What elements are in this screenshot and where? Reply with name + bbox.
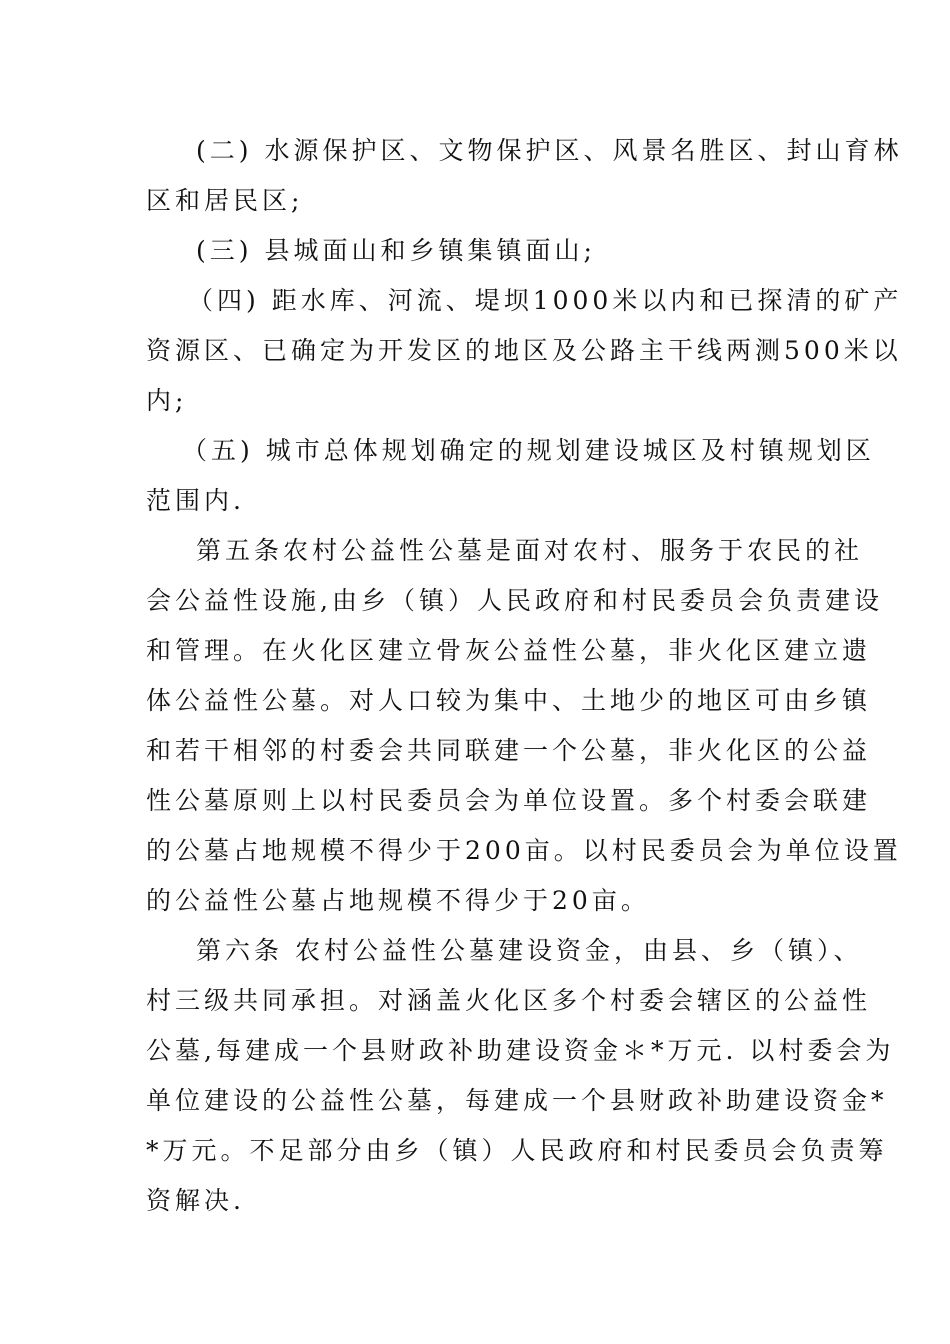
article-5-line-6: 性公墓原则上以村民委员会为单位设置。多个村委会联建 [146, 786, 872, 815]
article-5-line-7: 的公墓占地规模不得少于200亩。以村民委员会为单位设置 [146, 836, 902, 865]
article-6-line-6: 资解决. [146, 1186, 245, 1215]
paragraph-5-line-1: （五) 城市总体规划确定的规划建设城区及村镇规划区 [182, 436, 875, 465]
article-6-line-3: 公墓,每建成一个县财政补助建设资金＊*万元. 以村委会为 [146, 1036, 895, 1065]
article-6-line-4: 单位建设的公益性公墓，每建成一个县财政补助建设资金* [146, 1086, 888, 1115]
paragraph-3-line-1: (三) 县城面山和乡镇集镇面山; [196, 236, 596, 265]
article-6-line-1: 第六条 农村公益性公墓建设资金，由县、乡（镇）、 [196, 936, 863, 965]
paragraph-4-line-1: （四) 距水库、河流、堤坝1000米以内和已探清的矿产 [188, 286, 903, 315]
article-5-line-4: 体公益性公墓。对人口较为集中、土地少的地区可由乡镇 [146, 686, 872, 715]
article-5-line-2: 会公益性设施,由乡（镇）人民政府和村民委员会负责建设 [146, 586, 883, 615]
paragraph-5-line-2: 范围内. [146, 486, 245, 515]
article-5-line-1: 第五条农村公益性公墓是面对农村、服务于农民的社 [196, 536, 864, 565]
paragraph-2-line-2: 区和居民区; [146, 186, 304, 215]
paragraph-4-line-2: 资源区、已确定为开发区的地区及公路主干线两测500米以 [146, 336, 902, 365]
paragraph-4-line-3: 内; [146, 386, 188, 415]
article-5-line-5: 和若干相邻的村委会共同联建一个公墓，非火化区的公益 [146, 736, 872, 765]
paragraph-2-line-1: (二) 水源保护区、文物保护区、风景名胜区、封山育林 [196, 136, 903, 165]
article-5-line-3: 和管理。在火化区建立骨灰公益性公墓，非火化区建立遗 [146, 636, 872, 665]
article-5-line-8: 的公益性公墓占地规模不得少于20亩。 [146, 886, 650, 915]
article-6-line-5: *万元。不足部分由乡（镇）人民政府和村民委员会负责筹 [146, 1136, 888, 1165]
article-6-line-2: 村三级共同承担。对涵盖火化区多个村委会辖区的公益性 [146, 986, 872, 1015]
